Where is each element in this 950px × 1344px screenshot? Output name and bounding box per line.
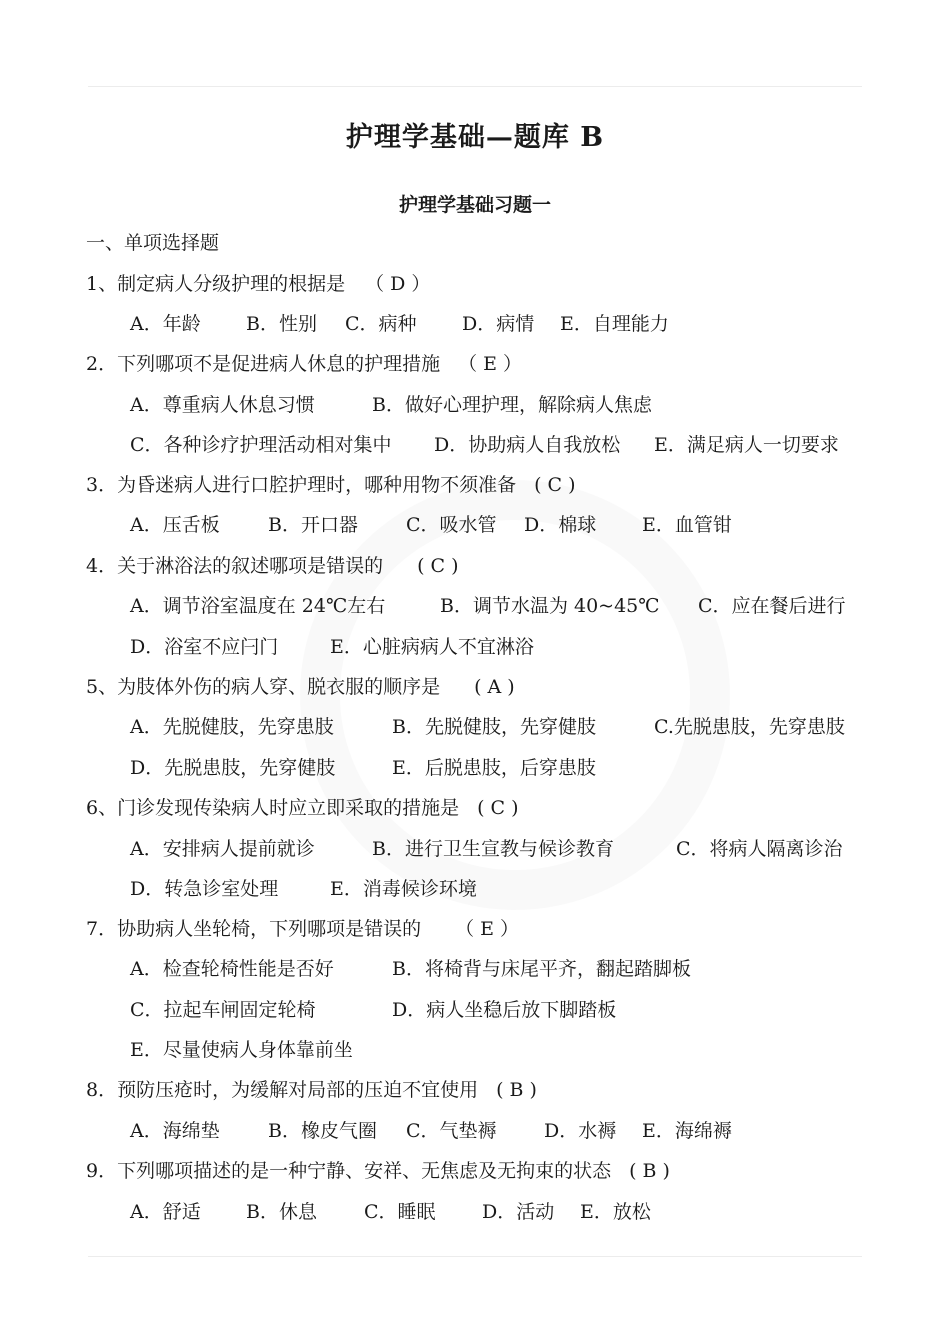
answer-option: B．性别 bbox=[246, 313, 317, 335]
footer-rule bbox=[88, 1256, 862, 1257]
answer-option: D．病情 bbox=[462, 313, 535, 335]
answer-option: C．各种诊疗护理活动相对集中 bbox=[130, 434, 392, 456]
answer-option: B．开口器 bbox=[268, 514, 358, 536]
question-text: 4．关于淋浴法的叙述哪项是错误的 bbox=[86, 555, 384, 577]
answer-key: （ D ） bbox=[365, 273, 431, 295]
section-title: 护理学基础习题一 bbox=[398, 194, 551, 216]
question-stem bbox=[86, 674, 515, 700]
answer-option: C．将病人隔离诊治 bbox=[676, 838, 843, 860]
question-stem bbox=[86, 553, 459, 579]
question-text: 5、为肢体外伤的病人穿、脱衣服的顺序是 bbox=[86, 676, 441, 698]
answer-key: （ E ） bbox=[455, 918, 520, 940]
answer-option: E．心脏病病人不宜淋浴 bbox=[330, 636, 534, 658]
answer-key: ( C ) bbox=[534, 474, 576, 496]
answer-option: E．放松 bbox=[580, 1201, 651, 1223]
answer-option: A．尊重病人休息习惯 bbox=[130, 394, 315, 416]
answer-option: A．舒适 bbox=[130, 1201, 201, 1223]
answer-option: A．压舌板 bbox=[130, 514, 220, 536]
answer-option: D．棉球 bbox=[524, 514, 597, 536]
answer-option: E．血管钳 bbox=[642, 514, 732, 536]
answer-option: E．自理能力 bbox=[560, 313, 669, 335]
answer-option: D．转急诊室处理 bbox=[130, 878, 279, 900]
question-stem bbox=[86, 1158, 670, 1184]
question-stem bbox=[86, 916, 519, 942]
answer-option: A．检查轮椅性能是否好 bbox=[130, 958, 334, 980]
doc-title: 护理学基础—题库 B bbox=[345, 122, 605, 153]
answer-option: D．协助病人自我放松 bbox=[434, 434, 621, 456]
answer-option: E．海绵褥 bbox=[642, 1120, 732, 1142]
answer-option: B．橡皮气圈 bbox=[268, 1120, 377, 1142]
answer-option: C．应在餐后进行 bbox=[698, 595, 846, 617]
answer-option: D．水褥 bbox=[544, 1120, 617, 1142]
answer-option: B．将椅背与床尾平齐，翻起踏脚板 bbox=[392, 958, 691, 980]
answer-key: （ E ） bbox=[458, 353, 523, 375]
answer-option: E．后脱患肢，后穿患肢 bbox=[392, 757, 596, 779]
answer-option: B．进行卫生宣教与候诊教育 bbox=[372, 838, 614, 860]
answer-key: ( A ) bbox=[474, 676, 515, 698]
answer-option: E．满足病人一切要求 bbox=[654, 434, 839, 456]
answer-option: B．调节水温为 40~45℃ bbox=[440, 595, 660, 617]
answer-option: C．拉起车闸固定轮椅 bbox=[130, 999, 316, 1021]
answer-option: A．安排病人提前就诊 bbox=[130, 838, 315, 860]
answer-option: A．海绵垫 bbox=[130, 1120, 220, 1142]
answer-option: A．年龄 bbox=[130, 313, 201, 335]
answer-option: E．尽量使病人身体靠前坐 bbox=[130, 1039, 353, 1061]
question-stem bbox=[86, 795, 519, 821]
question-stem bbox=[86, 472, 576, 498]
question-text: 8．预防压疮时，为缓解对局部的压迫不宜使用 bbox=[86, 1079, 479, 1101]
question-text: 9．下列哪项描述的是一种宁静、安祥、无焦虑及无拘束的状态 bbox=[86, 1160, 612, 1182]
answer-option: B．先脱健肢，先穿健肢 bbox=[392, 716, 596, 738]
question-text: 1、制定病人分级护理的根据是 bbox=[86, 273, 346, 295]
answer-option: D．先脱患肢，先穿健肢 bbox=[130, 757, 336, 779]
answer-option: A．调节浴室温度在 24℃左右 bbox=[130, 595, 386, 617]
answer-option: C．病种 bbox=[345, 313, 417, 335]
answer-option: D．活动 bbox=[482, 1201, 555, 1223]
part-heading: 一、单项选择题 bbox=[86, 232, 220, 254]
question-stem bbox=[86, 351, 522, 377]
question-text: 3．为昏迷病人进行口腔护理时，哪种用物不须准备 bbox=[86, 474, 517, 496]
question-text: 6、门诊发现传染病人时应立即采取的措施是 bbox=[86, 797, 460, 819]
answer-key: ( B ) bbox=[629, 1160, 670, 1182]
question-text: 2．下列哪项不是促进病人休息的护理措施 bbox=[86, 353, 441, 375]
answer-option: B．休息 bbox=[246, 1201, 317, 1223]
answer-option: D．浴室不应闩门 bbox=[130, 636, 279, 658]
answer-option: C．睡眠 bbox=[364, 1201, 436, 1223]
question-text: 7．协助病人坐轮椅，下列哪项是错误的 bbox=[86, 918, 422, 940]
question-stem bbox=[86, 271, 430, 297]
answer-option: B．做好心理护理，解除病人焦虑 bbox=[372, 394, 652, 416]
answer-option: D．病人坐稳后放下脚踏板 bbox=[392, 999, 617, 1021]
answer-key: ( C ) bbox=[477, 797, 519, 819]
answer-option: C．气垫褥 bbox=[406, 1120, 497, 1142]
header-rule bbox=[88, 86, 862, 87]
answer-option: A．先脱健肢，先穿患肢 bbox=[130, 716, 334, 738]
answer-option: E．消毒候诊环境 bbox=[330, 878, 477, 900]
answer-option: C．吸水管 bbox=[406, 514, 497, 536]
answer-key: ( B ) bbox=[496, 1079, 537, 1101]
answer-option: C.先脱患肢，先穿患肢 bbox=[654, 716, 845, 738]
answer-key: ( C ) bbox=[417, 555, 459, 577]
question-stem bbox=[86, 1077, 537, 1103]
